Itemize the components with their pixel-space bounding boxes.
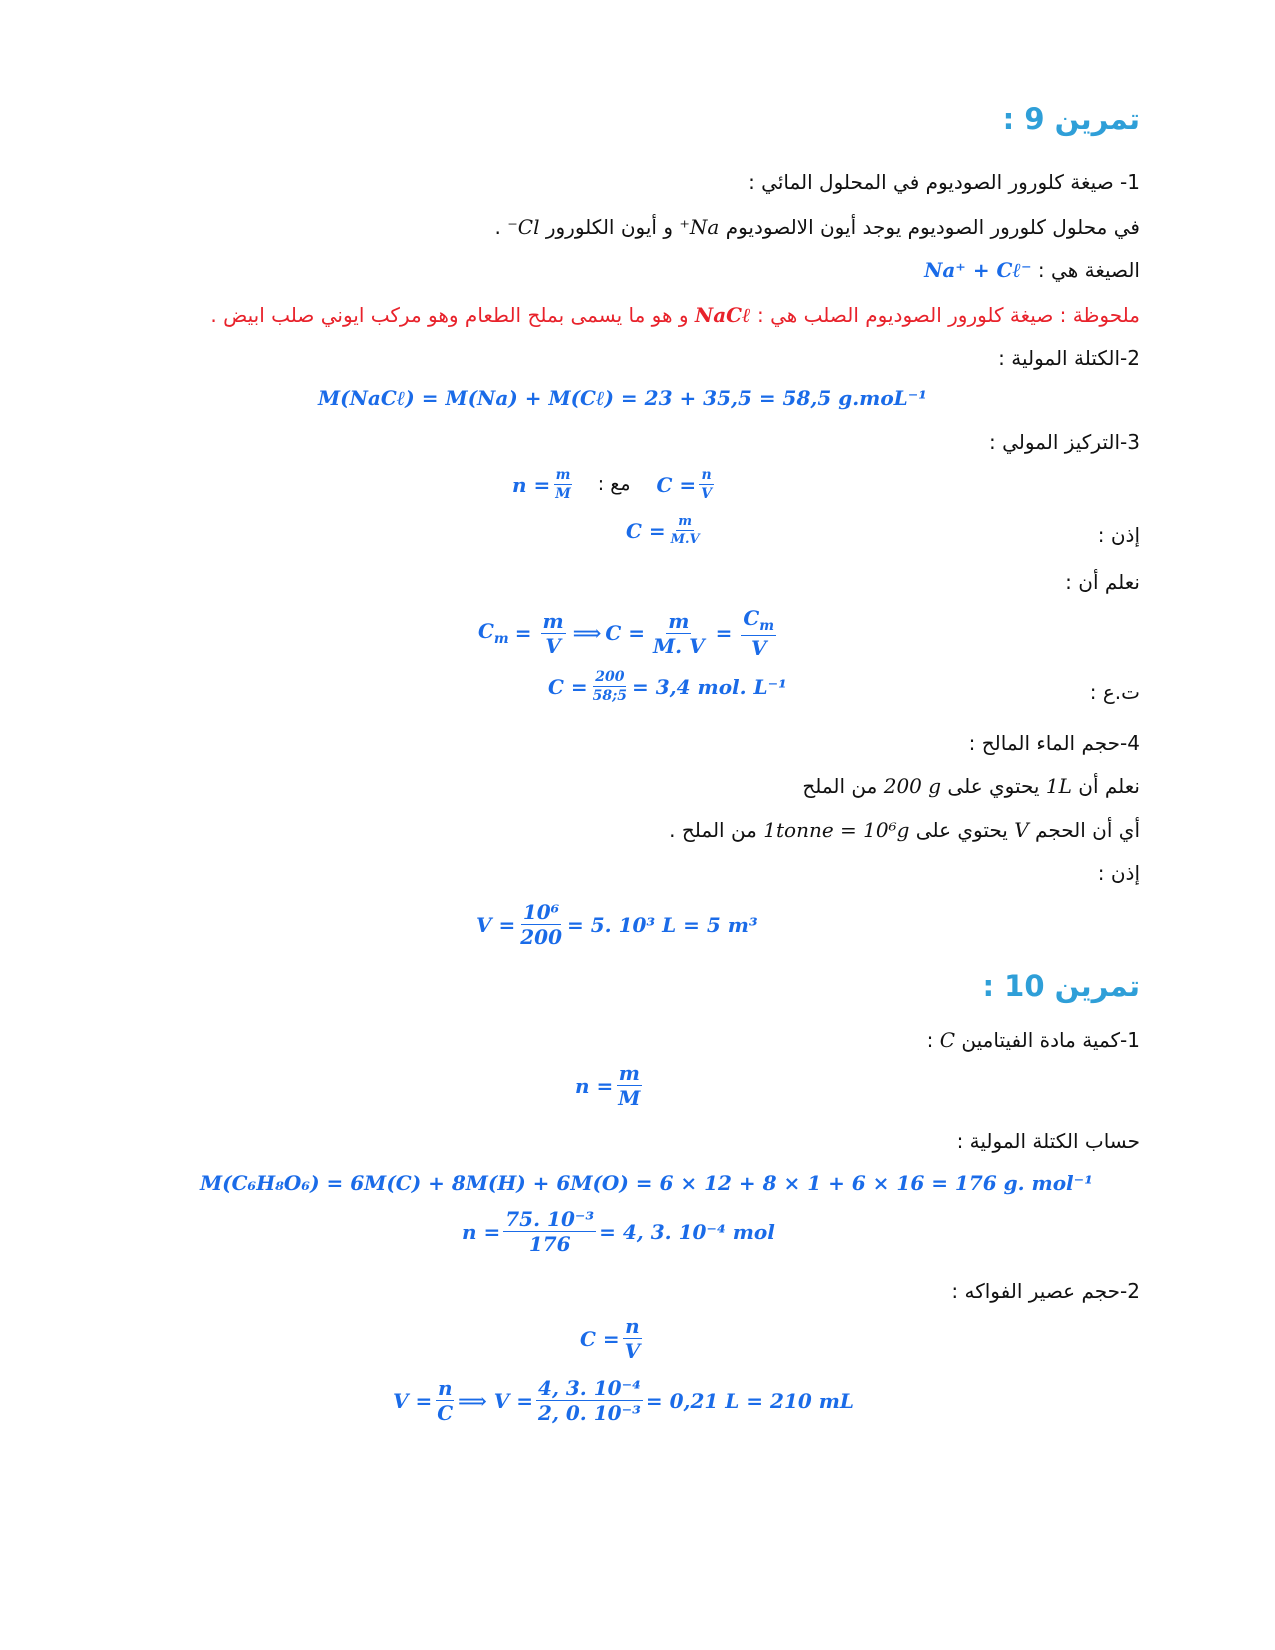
v-lhs: V =: [476, 912, 516, 937]
ex9-molar-mass-equation: M(NaCℓ) = M(Na) + M(Cℓ) = 23 + 35,5 = 58,5 g.moL⁻¹: [318, 386, 928, 410]
ex9-therefore-2: إذن :: [1097, 861, 1140, 885]
ex10-volume-result: [393, 1378, 854, 1423]
numerator: n: [701, 467, 712, 483]
denominator: M.V: [670, 532, 700, 547]
ex9-know-line: [802, 776, 1140, 796]
ionic-formula: Na⁺ + Cℓ⁻: [924, 258, 1032, 282]
c-lhs: C =: [605, 621, 645, 645]
ex9-volume-equation: [476, 902, 758, 947]
ex9-question-2: 2-الكتلة المولية :: [998, 346, 1140, 370]
numerator: [741, 608, 776, 636]
c-lhs: C =: [580, 1326, 620, 1351]
know-text-c: من الملح: [802, 774, 878, 798]
ex10-c-formula: [580, 1316, 645, 1361]
ex9-definitions-equation: [512, 468, 717, 501]
chloride-ion: Cl⁻: [507, 215, 540, 239]
v-lhs: V =: [393, 1388, 433, 1413]
ex9-ions-sentence: [495, 217, 1140, 237]
know-text-a: نعلم أن: [1078, 774, 1140, 798]
fraction-200-over-58-5: [591, 670, 629, 703]
numerator: m: [668, 608, 690, 633]
numerator: 10⁶: [522, 900, 560, 924]
fraction-n-over-V: [699, 468, 714, 501]
fraction-4-3e-4-over-2-0e-3: [536, 1378, 643, 1423]
ex9-therefore-1: إذن :: [1097, 523, 1140, 547]
vitamin-c-symbol: C: [939, 1028, 956, 1052]
ex9-application-label: ت.ع :: [1089, 680, 1140, 704]
ex9-question-4: 4-حجم الماء المالح :: [968, 731, 1140, 755]
fraction-75e-3-over-176: [503, 1209, 596, 1254]
numerator: m: [555, 467, 571, 483]
ex9-we-know: نعلم أن :: [1065, 570, 1140, 594]
denominator: C: [437, 1401, 454, 1425]
n-lhs: n =: [575, 1073, 614, 1098]
cm-symbol: [478, 618, 509, 647]
ex9-ions-dot: .: [494, 215, 501, 239]
c-lhs: C =: [548, 674, 588, 699]
result: = 5. 10³ L = 5 m³: [567, 912, 758, 937]
n-lhs: n =: [462, 1219, 501, 1244]
fraction-m-over-MV: [669, 515, 702, 546]
c-letter: C: [478, 618, 494, 643]
denominator: M. V: [653, 633, 705, 658]
c-letter: C: [743, 606, 760, 630]
fraction-m-over-M: [616, 1063, 642, 1108]
denominator: 58;5: [592, 688, 628, 704]
equals: =: [715, 621, 733, 645]
implies-v: ⟹ V =: [458, 1388, 534, 1413]
denominator: V: [624, 1339, 641, 1363]
ex10-question-1: [927, 1030, 1140, 1050]
ex9-concentration-result: [548, 670, 787, 703]
note-text-a: ملحوظة : صيغة كلورور الصوديوم الصلب هي :: [756, 303, 1140, 327]
numerator: 75. 10⁻³: [505, 1207, 595, 1231]
numerator: m: [678, 514, 693, 529]
numerator: m: [542, 608, 564, 633]
ex9-formula-line: [924, 260, 1140, 280]
numerator: n: [625, 1314, 640, 1338]
fraction-cm-over-V: [741, 608, 776, 658]
formula-label: الصيغة هي :: [1037, 258, 1140, 282]
sodium-ion: Na⁺: [679, 215, 720, 239]
know-text-b: يحتوي على: [947, 774, 1040, 798]
tonne-equation: 1tonne = 10⁶g: [763, 818, 910, 842]
fraction-m-over-M-V: [651, 608, 707, 658]
denominator: V: [701, 486, 713, 502]
ex10-amount-result: [462, 1209, 775, 1254]
numerator: 4, 3. 10⁻⁴: [538, 1376, 641, 1400]
q1-text: 1-كمية مادة الفيتامين: [961, 1028, 1140, 1052]
result: = 0,21 L = 210 mL: [645, 1388, 854, 1413]
numerator: 200: [595, 669, 625, 685]
fraction-n-over-C: [435, 1378, 455, 1423]
ex10-molar-mass-equation: M(C₆H₈O₆) = 6M(C) + 8M(H) + 6M(O) = 6 × 12 + 8 × 1 + 6 × 16 = 176 g. mol⁻¹: [200, 1171, 1093, 1195]
n-lhs: n =: [512, 472, 551, 497]
denominator: 200: [520, 925, 562, 949]
ex9-ions-text-a: في محلول كلورور الصوديوم يوجد أيون الالصوديوم: [725, 215, 1140, 239]
numerator: n: [437, 1376, 453, 1400]
ex10-question-2: 2-حجم عصير الفواكه :: [951, 1279, 1140, 1303]
with-label: مع :: [597, 473, 631, 495]
solid-formula: NaCℓ: [694, 303, 751, 327]
c-lhs: C =: [656, 472, 697, 497]
denominator: 176: [528, 1232, 571, 1256]
ex10-molar-label: حساب الكتلة المولية :: [956, 1129, 1140, 1153]
ex10-n-formula: [575, 1063, 645, 1108]
exercise-9-title: تمرين 9 :: [1002, 102, 1140, 136]
denominator: V: [750, 636, 767, 660]
ex9-mass-concentration-equation: [478, 608, 779, 658]
m-subscript: m: [759, 618, 775, 634]
ex9-ions-text-b: و أيون الكلورور: [545, 215, 673, 239]
denominator: V: [545, 633, 561, 658]
fraction-1e6-over-200: [518, 902, 564, 947]
volume-text-c: من الملح .: [669, 818, 757, 842]
numerator: m: [618, 1061, 640, 1085]
m-subscript: m: [493, 630, 509, 647]
note-text-b: و هو ما يسمى بملح الطعام وهو مركب ايوني صلب ابيض .: [210, 303, 689, 327]
denominator: M: [618, 1086, 641, 1110]
ex9-c-formula: [626, 515, 705, 546]
fraction-m-over-M: [553, 468, 573, 501]
ex9-question-3: 3-التركيز المولي :: [988, 430, 1140, 454]
q1-colon: :: [926, 1028, 934, 1052]
equals: =: [514, 621, 532, 645]
denominator: 2, 0. 10⁻³: [538, 1401, 641, 1425]
exercise-10-title: تمرين 10 :: [982, 969, 1140, 1003]
volume-text-b: يحتوي على: [915, 818, 1008, 842]
ex9-volume-line: [669, 820, 1140, 840]
ex9-note: [210, 305, 1140, 325]
result: = 4, 3. 10⁻⁴ mol: [599, 1219, 775, 1244]
volume-text-a: أي أن الحجم: [1035, 818, 1140, 842]
result: = 3,4 mol. L⁻¹: [632, 674, 787, 699]
implies: ⟹: [572, 621, 602, 645]
ex9-question-1: 1- صيغة كلورور الصوديوم في المحلول المائي :: [748, 170, 1140, 194]
two-hundred-grams: 200 g: [883, 774, 942, 798]
fraction-m-over-V: [541, 608, 566, 658]
denominator: M: [555, 486, 571, 502]
c-lhs: C =: [626, 518, 666, 543]
one-liter: 1L: [1045, 774, 1072, 798]
fraction-n-over-V: [623, 1316, 643, 1361]
volume-symbol: V: [1014, 818, 1029, 842]
